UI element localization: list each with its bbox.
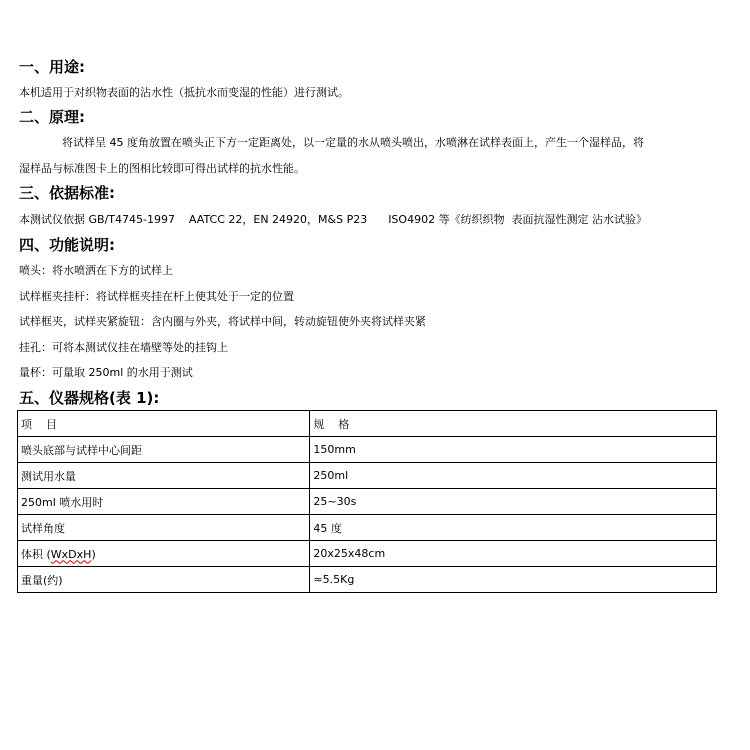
spec-item-prefix: 体积 ( bbox=[21, 547, 51, 561]
table-row bbox=[18, 515, 717, 541]
table-row bbox=[18, 567, 717, 593]
spec-value-cell: 20x25x48cm bbox=[310, 541, 717, 567]
function-item: 试样框夹挂杆：将试样框夹挂在杆上使其处于一定的位置 bbox=[19, 290, 294, 303]
heading-functions: 四、功能说明: bbox=[19, 236, 115, 254]
usage-text: 本机适用于对织物表面的沾水性（抵抗水而变湿的性能）进行测试。 bbox=[19, 86, 349, 99]
spec-item-cell: 250ml 喷水用时 bbox=[18, 489, 310, 515]
spec-value-cell: ≈5.5Kg bbox=[310, 567, 717, 593]
spec-item-cell bbox=[18, 541, 310, 567]
function-item: 量杯：可量取 250ml 的水用于测试 bbox=[19, 366, 193, 379]
spec-value-cell: 45 度 bbox=[310, 515, 717, 541]
standards-text: 本测试仪依据 GB/T4745-1997 AATCC 22，EN 24920，M&S P23 ISO4902 等《纺织织物 表面抗湿性测定 沾水试验》 bbox=[19, 213, 648, 226]
table-row bbox=[18, 463, 717, 489]
principle-text-line1: 将试样呈 45 度角放置在喷头正下方一定距离处，以一定量的水从喷头喷出，水喷淋在试样表面上，产生一个湿样品，将 bbox=[62, 136, 644, 149]
spec-item-cell: 重量(约) bbox=[18, 567, 310, 593]
function-item: 试样框夹，试样夹紧旋钮：含内圈与外夹，将试样中间，转动旋钮使外夹将试样夹紧 bbox=[19, 315, 426, 328]
header-cell-spec: 规 格 bbox=[310, 411, 717, 437]
spec-item-cell: 喷头底部与试样中心间距 bbox=[18, 437, 310, 463]
spec-item-suffix: ) bbox=[91, 547, 96, 561]
heading-usage: 一、用途: bbox=[19, 58, 85, 76]
principle-text-line2: 湿样品与标准图卡上的图相比较即可得出试样的抗水性能。 bbox=[19, 162, 305, 175]
spec-item-cell: 测试用水量 bbox=[18, 463, 310, 489]
heading-specifications: 五、仪器规格(表 1): bbox=[19, 389, 160, 407]
table-row bbox=[18, 437, 717, 463]
function-item: 挂孔：可将本测试仪挂在墙壁等处的挂钩上 bbox=[19, 341, 228, 354]
heading-standards: 三、依据标准: bbox=[19, 184, 115, 202]
spec-table bbox=[17, 410, 717, 593]
table-header-row bbox=[18, 411, 717, 437]
table-row bbox=[18, 541, 717, 567]
function-item: 喷头：将水喷洒在下方的试样上 bbox=[19, 264, 173, 277]
spec-value-cell: 150mm bbox=[310, 437, 717, 463]
spec-value-cell: 250ml bbox=[310, 463, 717, 489]
spec-value-cell: 25~30s bbox=[310, 489, 717, 515]
header-cell-item: 项 目 bbox=[18, 411, 310, 437]
table-row bbox=[18, 489, 717, 515]
spec-item-spellcheck-word: WxDxH bbox=[50, 547, 92, 561]
heading-principle: 二、原理: bbox=[19, 108, 85, 126]
spec-item-cell: 试样角度 bbox=[18, 515, 310, 541]
